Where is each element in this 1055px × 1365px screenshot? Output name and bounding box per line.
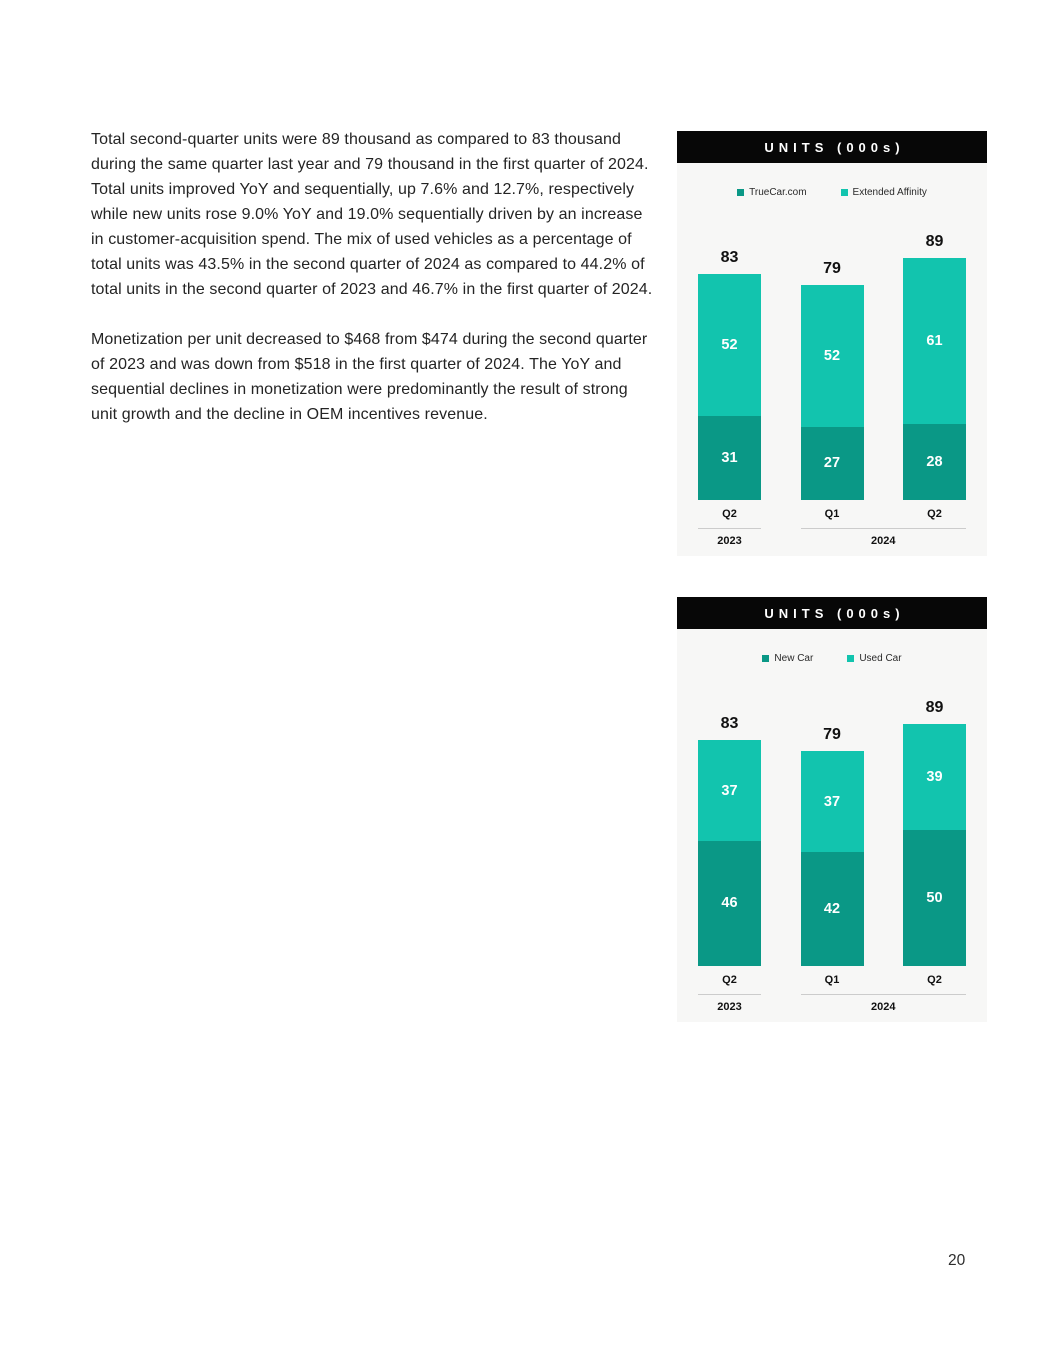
page-number: 20 — [948, 1252, 966, 1269]
bar-total-label: 79 — [823, 726, 841, 744]
x-axis-category-label: Q2 — [927, 974, 942, 986]
bar-segment: 37 — [698, 740, 761, 841]
x-axis-category-label: Q2 — [927, 508, 942, 520]
units-by-channel-chart-panel — [677, 131, 987, 556]
legend-label: TrueCar.com — [749, 187, 807, 198]
bar-total-label: 89 — [925, 698, 944, 716]
paragraph-monetization: Monetization per unit decreased to $468 from $474 during the second quarter of 2023 and was down from $518 in the first quarter of 2024. The YoY and sequential declines in monetization were predominantly the result of strong unit growth and the decline in OEM incentives revenue. — [91, 331, 648, 423]
bar-total-label: 79 — [823, 260, 841, 278]
x-axis-category-label: Q2 — [722, 974, 737, 986]
legend-label: Used Car — [859, 653, 902, 664]
chart-plot-area — [677, 629, 987, 966]
bar-segment: 42 — [801, 852, 864, 966]
paragraph-units: Total second-quarter units were 89 thousand as compared to 83 thousand during the same quarter last year and 79 thousand in the first quarter of 2024. Total units improved YoY and sequentially, up 7.6% and 12.7%, respectively while new units rose 9.0% YoY and 19.0% sequentially driven by an increase in customer-acquisition spend. The mix of used vehicles as a percentage of total units was 43.5% in the second quarter of 2024 as compared to 44.2% of total units in the second quarter of 2023 and 46.7% in the first quarter of 2024. — [91, 131, 653, 298]
bar-segment: 46 — [698, 841, 761, 966]
bar-segment: 52 — [698, 274, 761, 415]
bar-segment: 61 — [903, 258, 966, 424]
bar-segment: 27 — [801, 427, 864, 500]
legend-label: Extended Affinity — [852, 187, 927, 198]
bar-group — [903, 233, 966, 500]
bar-group — [698, 249, 761, 500]
year-separator-line — [801, 994, 967, 995]
bar-segment: 39 — [903, 724, 966, 830]
x-axis-category-label: Q1 — [824, 508, 840, 520]
chart-title: UNITS (000s) — [677, 597, 987, 629]
body-text-column — [91, 127, 653, 427]
bar-segment: 28 — [903, 424, 966, 500]
bar-segment: 52 — [801, 285, 864, 426]
bar-total-label: 89 — [925, 232, 944, 250]
bar-segment: 37 — [801, 751, 864, 852]
x-axis-year-label: 2023 — [717, 535, 742, 547]
units-by-channel-chart — [677, 163, 987, 556]
bar-segment: 50 — [903, 830, 966, 966]
units-by-car-type-chart — [677, 629, 987, 1022]
bar-total-label: 83 — [720, 249, 739, 267]
x-axis-year-label: 2024 — [871, 1001, 896, 1013]
year-separator-line — [698, 994, 761, 995]
x-axis-category-label: Q1 — [824, 974, 840, 986]
x-axis-year-label: 2024 — [871, 535, 896, 547]
chart-title: UNITS (000s) — [677, 131, 987, 163]
bar-group — [903, 699, 966, 966]
bar-segment: 31 — [698, 416, 761, 500]
units-by-car-type-chart-panel — [677, 597, 987, 1022]
year-separator-line — [698, 528, 761, 529]
bar-total-label: 83 — [720, 715, 739, 733]
bar-group — [801, 260, 864, 500]
year-separator-line — [801, 528, 967, 529]
x-axis-year-label: 2023 — [717, 1001, 742, 1013]
legend-label: New Car — [774, 653, 814, 664]
bar-group — [698, 715, 761, 966]
x-axis-category-label: Q2 — [722, 508, 737, 520]
chart-plot-area — [677, 163, 987, 500]
bar-group — [801, 726, 864, 966]
